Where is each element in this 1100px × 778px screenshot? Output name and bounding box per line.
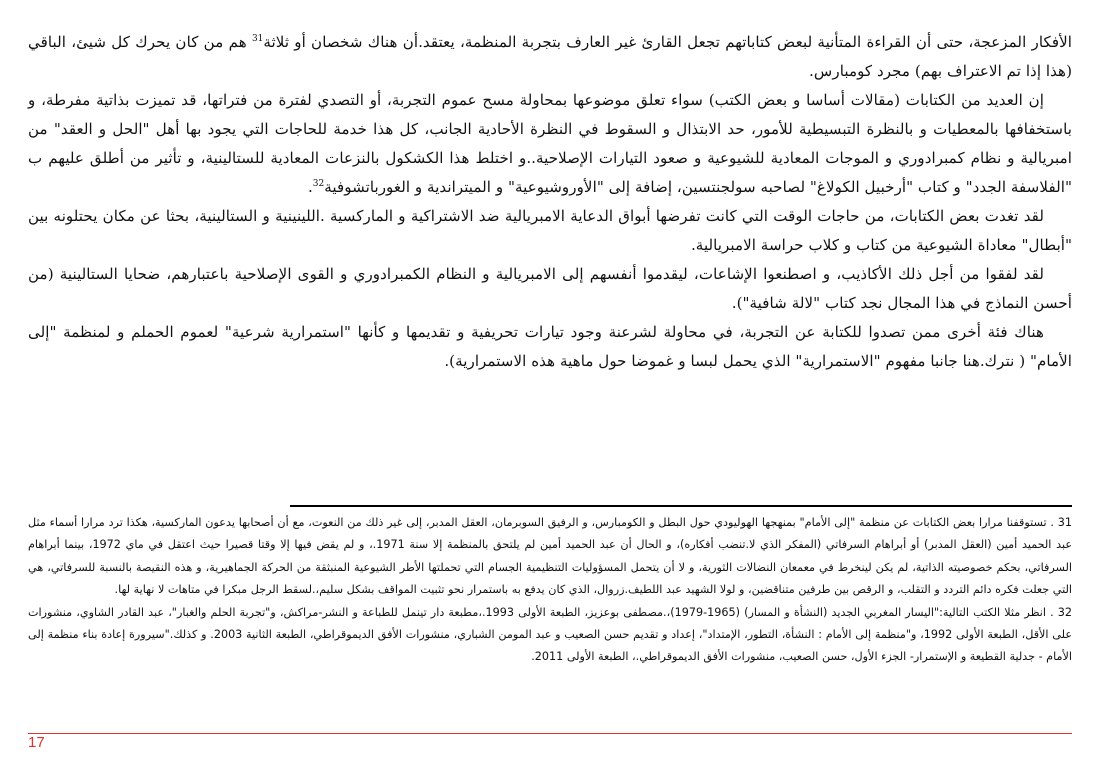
paragraph-2-text-b: . <box>307 178 313 196</box>
paragraph-1-text-b: هم من كان يحرك كل شيئ، الباقي (هذا إذا تم الاعتراف بهم) مجرد كومبارس. <box>28 33 1072 80</box>
page-number: 17 <box>28 734 45 751</box>
paragraph-2 <box>28 86 1072 202</box>
page-bottom-rule <box>28 733 1072 734</box>
footnotes <box>28 512 1072 669</box>
body-text <box>28 28 1072 376</box>
footnote-separator <box>290 505 1072 507</box>
paragraph-1 <box>28 28 1072 86</box>
footnote-ref-31[interactable]: 31 <box>251 33 264 44</box>
paragraph-1-text-a: الأفكار المزعجة، حتى أن القراءة المتأنية لبعض كتاباتهم تجعل القارئ غير العارف بتجربة المنظمة، يعتقد.أن هناك شخصان أو ثلاثة <box>263 33 1073 51</box>
footnote-31: 31 . تستوقفنا مرارا بعض الكتابات عن منظمة "إلى الأمام" بمنهجها الهوليودي حول البطل و الكومبارس، و الرفيق السوبرمان، العقل المدبر، إلى غير ذلك من النعوت، مع أن أصحابها يدعون الماركسية، هكذا ترد مرارا أسماء مثل عبد الحميد أمين (العقل المدبر) أو أبراهام السرفاتي (المفكر الذي لا.تنضب أفكاره)، و الحال أن عبد الحميد أمين لم يلتحق بالمنظمة إلا سنة 1971.، و لم يقض فيها إلا وقتا قصيرا حيث اعتقل في ماي 1972، بينما أبراهام السرفاتي، بحكم خصوصيته الذاتية، لم يكن لينخرط في معمعان النضالات الثورية، و لا أن يتحمل المسؤوليات التنظيمية الجسام التي تحملتها الأطر الشيوعية المنبثقة من الحركة الجماهيرية، و هذه النقيصة بالنسبة للسرفاتي، هي التي جعلت فكره دائم التردد و التقلب، و الرقص بين طرفين متناقضين، و لولا الشهيد عبد اللطيف.زروال، الذي كان يدفع به باستمرار نحو تثبيت المواقف بشكل سليم،.لسقط الرجل مبكرا في متاهات لا نهاية لها. <box>28 516 1072 597</box>
footnote-32: 32 . انظر مثلا الكتب التالية:"اليسار المغربي الجديد (النشأة و المسار) (1965-1979)،.مصطفى بوعزيز، الطبعة الأولى 1993.،مطبعة دار تينمل للطباعة و النشر-مراكش، و"تجربة الحلم والغبار"، عبد القادر الشاوي، منشورات على الأقل، الطبعة الأولى 1992، و"منظمة إلى الأمام : النشأة، التطور، الإمتداد"، إعداد و تقديم حسن الصعيب و عبد المومن الشباري، منشورات الأفق الديموقراطي، الطبعة الثانية 2003. و كذلك."سيرورة إعادة بناء منظمة إلى الأمام - جدلية القطيعة و الإستمرار- الجزء الأول، حسن الصعيب، منشورات الأفق الديموقراطي.، الطبعة الأولى 2011. <box>28 605 1073 664</box>
paragraph-2-text-a: إن العديد من الكتابات (مقالات أساسا و بعض الكتب) سواء تعلق موضوعها بمحاولة مسح عموم التجربة، أو التصدي لفترة من فتراتها، قد تميزت بذاتية مفرطة، و باستخفافها بالمعطيات و بالنظرة التبسيطية للأمور، حد الابتذال و السقوط في النظرة الأحادية الجانب، كل هذا خدمة للحاجات التي يجود بها أهل "الحل و العقد" من امبريالية و نظام كمبرادوري و الموجات المعادية للشيوعية و صعود التيارات الإصلاحية..و اختلط هذا الكشكول بالنزعات المعادية للستالينية، و تأثير من أطلق عليهم ب "الفلاسفة الجدد" و كتاب "أرخبيل الكولاغ" لصاحبه سولجنتسين، إضافة إلى "الأوروشيوعية" و الميتراندية و الغورباتشوفية <box>28 91 1072 196</box>
paragraph-4: لقد لفقوا من أجل ذلك الأكاذيب، و اصطنعوا الإشاعات، ليقدموا أنفسهم إلى الامبريالية و النظام الكمبرادوري و القوى الإصلاحية باعتبارهم، ضحايا الستالينية (من أحسن النماذج في هذا المجال نجد كتاب "لالة شافية"). <box>28 265 1072 312</box>
paragraph-3: لقد تغدت بعض الكتابات، من حاجات الوقت التي كانت تفرضها أبواق الدعاية الامبريالية ضد الاشتراكية و الماركسية .اللينينية و الستالينية، بحثا عن مكان يحتلونه بين "أبطال" معاداة الشيوعية من كتاب و كلاب حراسة الامبريالية. <box>28 207 1072 254</box>
footnote-ref-32[interactable]: 32 <box>312 178 325 189</box>
paragraph-5: هناك فئة أخرى ممن تصدوا للكتابة عن التجربة، في محاولة لشرعنة وجود تيارات تحريفية و تقديمها و كأنها "استمرارية شرعية" لعموم الحملم و لمنظمة "إلى الأمام" ( نترك.هنا جانبا مفهوم "الاستمرارية" الذي يحمل لبسا و غموضا حول ماهية هذه الاستمرارية). <box>28 323 1072 370</box>
